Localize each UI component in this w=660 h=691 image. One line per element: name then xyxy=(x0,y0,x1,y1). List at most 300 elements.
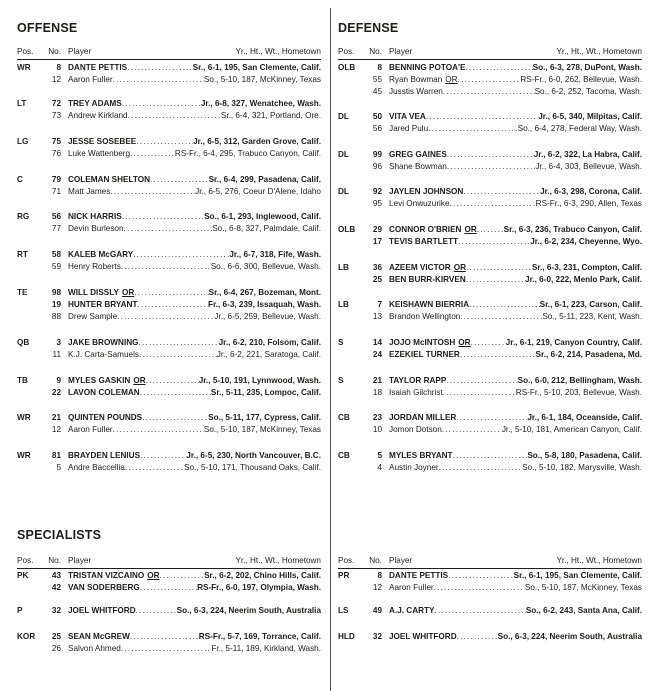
player-entry xyxy=(389,236,642,248)
player-name: WILL DISSLY xyxy=(68,288,119,297)
leader-dots xyxy=(460,311,542,323)
leader-dots xyxy=(471,337,506,349)
jersey-number: 26 xyxy=(51,644,61,653)
player-name: MYLES GASKIN xyxy=(68,376,131,385)
player-entry xyxy=(389,412,642,424)
leader-dots xyxy=(446,375,517,387)
jersey-number: 5 xyxy=(56,463,61,472)
player-row xyxy=(17,287,321,299)
position-label: PR xyxy=(338,571,350,580)
leader-dots xyxy=(457,631,498,643)
player-entry xyxy=(68,148,321,160)
position-label xyxy=(17,424,43,436)
jersey-number: 22 xyxy=(51,388,61,397)
leader-dots xyxy=(447,149,534,161)
jersey-number: 88 xyxy=(51,312,61,321)
player-entry xyxy=(389,387,642,399)
player-row xyxy=(338,86,642,98)
player-details: Sr., 6-4, 267, Bozeman, Mont. xyxy=(208,288,321,297)
player-row xyxy=(338,450,642,462)
player-entry xyxy=(68,62,321,74)
player-entry xyxy=(68,570,321,582)
or-marker: OR xyxy=(458,338,471,347)
position-label: CB xyxy=(338,451,350,460)
player-entry xyxy=(389,224,642,236)
leader-dots xyxy=(146,375,199,387)
jersey-number: 14 xyxy=(372,338,382,347)
position-label: P xyxy=(17,606,23,615)
leader-dots xyxy=(113,74,204,86)
player-row xyxy=(338,337,642,349)
position-label: LB xyxy=(338,263,349,272)
player-row xyxy=(338,74,642,86)
header-details: Yr., Ht., Wt., Hometown xyxy=(235,556,321,565)
jersey-number: 11 xyxy=(52,350,61,359)
jersey-number: 76 xyxy=(51,149,61,158)
player-row xyxy=(338,631,642,643)
position-label: TE xyxy=(17,288,28,297)
player-entry xyxy=(389,570,642,582)
leader-dots xyxy=(140,450,186,462)
position-label xyxy=(17,186,43,198)
leader-dots xyxy=(448,570,514,582)
header-pos: Pos. xyxy=(338,47,355,56)
header-player: Player xyxy=(389,47,413,56)
player-row xyxy=(338,299,642,311)
player-details: RS-Fr., 6-4, 295, Trabuco Canyon, Calif. xyxy=(174,149,321,158)
jersey-number: 12 xyxy=(51,425,61,434)
jersey-number: 8 xyxy=(56,63,61,72)
position-group xyxy=(17,98,321,122)
leader-dots xyxy=(458,236,530,248)
position-label: TB xyxy=(17,376,28,385)
player-details: Sr., 6-3, 231, Compton, Calif. xyxy=(531,263,642,272)
specialists-right-header-row xyxy=(338,556,642,568)
player-details: Fr., 5-11, 189, Kirkland, Wash. xyxy=(211,644,321,653)
column-divider xyxy=(330,8,331,691)
player-details: RS-Fr., 5-10, 203, Bellevue, Wash. xyxy=(515,388,642,397)
player-details: So., 5-10, 182, Marysville, Wash. xyxy=(522,463,642,472)
jersey-number: 23 xyxy=(372,413,382,422)
leader-dots xyxy=(443,387,516,399)
player-entry xyxy=(68,110,321,122)
leader-dots xyxy=(450,198,536,210)
player-row xyxy=(338,582,642,594)
player-details: Sr., 5-11, 235, Lompoc, Calif. xyxy=(210,388,321,397)
jersey-number: 7 xyxy=(377,300,382,309)
jersey-number: 95 xyxy=(372,199,382,208)
position-label xyxy=(338,161,364,173)
player-details: So., 5-10, 187, McKinney, Texas xyxy=(524,583,642,592)
leader-dots xyxy=(442,424,502,436)
leader-dots xyxy=(142,412,208,424)
player-name: JOEL WHITFORD xyxy=(389,632,457,641)
position-group xyxy=(17,62,321,86)
player-row xyxy=(17,424,321,436)
header-pos: Pos. xyxy=(338,556,355,565)
player-name: Levi Onwuzurike xyxy=(389,199,450,208)
offense-header-row xyxy=(17,47,321,59)
player-details: Jr., 5-10, 181, American Canyon, Calif. xyxy=(501,425,642,434)
player-row xyxy=(338,161,642,173)
leader-dots xyxy=(139,337,219,349)
position-group xyxy=(17,249,321,273)
position-label xyxy=(17,299,43,311)
player-entry xyxy=(68,261,321,273)
player-name: DANTE PETTIS xyxy=(389,571,449,580)
player-row xyxy=(17,643,321,655)
position-group xyxy=(17,174,321,198)
player-name: TEVIS BARTLETT xyxy=(389,237,459,246)
player-name: TREY ADAMS xyxy=(68,99,122,108)
position-label: QB xyxy=(17,338,30,347)
player-row xyxy=(17,211,321,223)
player-name: Aaron Fuller xyxy=(68,425,113,434)
player-details: Jr., 5-10, 191, Lynnwood, Wash. xyxy=(198,376,321,385)
jersey-number: 43 xyxy=(51,571,61,580)
position-label: DL xyxy=(338,150,349,159)
player-entry xyxy=(68,74,321,86)
leader-dots xyxy=(130,148,175,160)
player-entry xyxy=(389,299,642,311)
player-entry xyxy=(68,412,321,424)
player-entry xyxy=(389,74,642,86)
player-name: MYLES BRYANT xyxy=(389,451,453,460)
player-name: BEN BURR-KIRVEN xyxy=(389,275,466,284)
position-label: LG xyxy=(17,137,29,146)
jersey-number: 17 xyxy=(372,237,382,246)
position-label xyxy=(17,387,43,399)
leader-dots xyxy=(136,136,193,148)
player-details: So., 6-3, 224, Neerim South, Australia xyxy=(176,606,321,615)
leader-dots xyxy=(150,174,209,186)
leader-dots xyxy=(136,605,177,617)
position-label xyxy=(17,148,43,160)
leader-dots xyxy=(137,299,208,311)
leader-dots xyxy=(121,643,212,655)
player-entry xyxy=(68,605,321,617)
leader-dots xyxy=(160,570,205,582)
player-name: Devin Burleson xyxy=(68,224,124,233)
player-entry xyxy=(68,136,321,148)
position-label xyxy=(338,387,364,399)
position-group xyxy=(338,149,642,173)
position-group xyxy=(17,412,321,436)
jersey-number: 92 xyxy=(372,187,382,196)
jersey-number: 73 xyxy=(51,111,61,120)
or-marker: OR xyxy=(453,263,466,272)
leader-dots xyxy=(466,274,525,286)
leader-dots xyxy=(122,98,201,110)
player-name: Jared Pulu xyxy=(389,124,429,133)
player-name: Ryan Bowman xyxy=(389,75,443,84)
position-group xyxy=(17,570,321,594)
player-row xyxy=(17,136,321,148)
specialists-left-header-row xyxy=(17,556,321,568)
position-label xyxy=(338,86,364,98)
player-name: GREG GAINES xyxy=(389,150,447,159)
leader-dots xyxy=(117,311,214,323)
player-details: RS-Fr., 6-3, 290, Allen, Texas xyxy=(535,199,642,208)
jersey-number: 3 xyxy=(56,338,61,347)
leader-dots xyxy=(140,387,211,399)
jersey-number: 5 xyxy=(377,451,382,460)
player-details: So., 5-10, 187, McKinney, Texas xyxy=(203,75,321,84)
player-row xyxy=(17,98,321,110)
position-label xyxy=(17,582,43,594)
player-name: JAYLEN JOHNSON xyxy=(389,187,464,196)
header-details: Yr., Ht., Wt., Hometown xyxy=(556,47,642,56)
player-row xyxy=(17,450,321,462)
player-row xyxy=(338,123,642,135)
player-name: JOJO McINTOSH xyxy=(389,338,456,347)
leader-dots xyxy=(447,161,536,173)
position-label: WR xyxy=(17,451,31,460)
player-details: Jr., 6-2, 322, La Habra, Calif. xyxy=(533,150,642,159)
player-details: So., 5-8, 180, Pasadena, Calif. xyxy=(527,451,642,460)
leader-dots xyxy=(127,62,193,74)
defense-header-row xyxy=(338,47,642,59)
player-name: Jomon Dotson xyxy=(389,425,442,434)
player-name: CONNOR O'BRIEN xyxy=(389,225,462,234)
jersey-number: 21 xyxy=(372,376,382,385)
player-entry xyxy=(389,582,642,594)
position-group xyxy=(338,605,642,617)
player-entry xyxy=(389,186,642,198)
position-label: LS xyxy=(338,606,349,615)
player-details: So., 5-10, 187, McKinney, Texas xyxy=(203,425,321,434)
player-entry xyxy=(389,149,642,161)
jersey-number: 96 xyxy=(372,162,382,171)
player-details: Jr., 6-0, 222, Menlo Park, Calif. xyxy=(525,275,642,284)
player-name: Jusstis Warren xyxy=(389,87,443,96)
position-group xyxy=(17,631,321,655)
player-entry xyxy=(389,62,642,74)
player-entry xyxy=(389,450,642,462)
position-label: WR xyxy=(17,63,31,72)
position-label xyxy=(338,349,364,361)
player-name: TRISTAN VIZCAINO xyxy=(68,571,145,580)
position-group xyxy=(338,375,642,399)
jersey-number: 49 xyxy=(372,606,382,615)
leader-dots xyxy=(435,605,526,617)
player-name: Shane Bowman xyxy=(389,162,447,171)
position-label xyxy=(17,462,43,474)
header-no: No. xyxy=(48,47,61,56)
player-name: Luke Wattenberg xyxy=(68,149,131,158)
defense-title: DEFENSE xyxy=(338,21,399,35)
player-row xyxy=(338,274,642,286)
leader-dots xyxy=(469,299,540,311)
player-name: Henry Roberts xyxy=(68,262,121,271)
player-row xyxy=(338,186,642,198)
player-entry xyxy=(68,582,321,594)
player-details: Jr., 6-8, 327, Wenatchee, Wash. xyxy=(200,99,321,108)
jersey-number: 75 xyxy=(51,137,61,146)
player-details: So., 6-4, 278, Federal Way, Wash. xyxy=(517,124,642,133)
player-details: Jr., 6-1, 219, Canyon Country, Calif. xyxy=(505,338,642,347)
player-row xyxy=(17,582,321,594)
player-entry xyxy=(389,161,642,173)
jersey-number: 29 xyxy=(372,225,382,234)
position-group xyxy=(338,337,642,361)
leader-dots xyxy=(124,223,213,235)
player-entry xyxy=(389,311,642,323)
player-entry xyxy=(68,186,321,198)
position-label: CB xyxy=(338,413,350,422)
position-label: HLD xyxy=(338,632,355,641)
position-group xyxy=(338,62,642,98)
player-row xyxy=(17,110,321,122)
jersey-number: 56 xyxy=(372,124,382,133)
position-group xyxy=(338,224,642,248)
player-name: KALEB McGARY xyxy=(68,250,134,259)
player-row xyxy=(338,62,642,74)
position-group xyxy=(17,211,321,235)
player-entry xyxy=(68,249,321,261)
player-entry xyxy=(68,375,321,387)
header-player: Player xyxy=(68,556,92,565)
position-label: PK xyxy=(17,571,29,580)
position-label xyxy=(338,198,364,210)
jersey-number: 32 xyxy=(372,632,382,641)
header-no: No. xyxy=(48,556,61,565)
position-label xyxy=(17,349,43,361)
player-entry xyxy=(68,98,321,110)
player-entry xyxy=(389,349,642,361)
player-details: RS-Fr., 5-7, 169, Torrance, Calif. xyxy=(198,632,321,641)
player-name: Drew Sample xyxy=(68,312,118,321)
jersey-number: 55 xyxy=(372,75,382,84)
player-name: Andrew Kirkland xyxy=(68,111,128,120)
player-entry xyxy=(68,287,321,299)
player-entry xyxy=(389,631,642,643)
jersey-number: 56 xyxy=(51,212,61,221)
leader-dots xyxy=(428,123,517,135)
player-name: Austin Joyner xyxy=(389,463,439,472)
player-entry xyxy=(68,223,321,235)
player-name: A.J. CARTY xyxy=(389,606,435,615)
player-details: So., 5-10, 171, Thousand Oaks, Calif. xyxy=(184,463,321,472)
position-group xyxy=(17,450,321,474)
position-label: C xyxy=(17,175,23,184)
player-details: Jr., 6-7, 318, Fife, Wash. xyxy=(229,250,321,259)
jersey-number: 21 xyxy=(51,413,61,422)
player-row xyxy=(17,375,321,387)
position-group xyxy=(17,605,321,617)
jersey-number: 58 xyxy=(51,250,61,259)
position-group xyxy=(338,450,642,474)
jersey-number: 12 xyxy=(51,75,61,84)
jersey-number: 25 xyxy=(51,632,61,641)
player-name: Brandon Wellington xyxy=(389,312,461,321)
jersey-number: 10 xyxy=(372,425,382,434)
player-name: Aaron Fuller xyxy=(389,583,434,592)
player-name: K.J. Carta-Samuels xyxy=(68,350,139,359)
position-label xyxy=(338,123,364,135)
player-name: JESSE SOSEBEE xyxy=(68,137,137,146)
or-marker: OR xyxy=(464,225,477,234)
player-details: RS-Fr., 6-0, 262, Bellevue, Wash. xyxy=(520,75,642,84)
player-row xyxy=(17,570,321,582)
position-label xyxy=(338,582,364,594)
player-row xyxy=(338,462,642,474)
jersey-number: 18 xyxy=(372,388,382,397)
offense-title: OFFENSE xyxy=(17,21,78,35)
position-group xyxy=(338,570,642,594)
leader-dots xyxy=(125,462,184,474)
player-details: Jr., 6-2, 221, Saratoga, Calif. xyxy=(216,350,321,359)
player-row xyxy=(17,337,321,349)
player-entry xyxy=(389,337,642,349)
header-no: No. xyxy=(369,47,382,56)
player-details: Jr., 6-3, 298, Corona, Calif. xyxy=(540,187,642,196)
player-details: Sr., 6-4, 299, Pasadena, Calif. xyxy=(208,175,321,184)
jersey-number: 79 xyxy=(51,175,61,184)
header-player: Player xyxy=(68,47,92,56)
player-details: So., 6-3, 278, DuPont, Wash. xyxy=(532,63,642,72)
player-name: VAN SODERBERG xyxy=(68,583,140,592)
player-row xyxy=(17,249,321,261)
jersey-number: 42 xyxy=(51,583,61,592)
jersey-number: 8 xyxy=(377,63,382,72)
offense-header-rule xyxy=(17,59,321,60)
player-name: Aaron Fuller xyxy=(68,75,113,84)
leader-dots xyxy=(139,349,217,361)
position-label: S xyxy=(338,376,344,385)
player-details: Jr., 6-1, 184, Oceanside, Calif. xyxy=(527,413,642,422)
jersey-number: 36 xyxy=(372,263,382,272)
leader-dots xyxy=(466,262,532,274)
player-name: BRAYDEN LENIUS xyxy=(68,451,141,460)
player-details: Sr., 6-2, 214, Pasadena, Md. xyxy=(535,350,642,359)
player-entry xyxy=(389,86,642,98)
player-name: JOEL WHITFORD xyxy=(68,606,136,615)
player-entry xyxy=(68,299,321,311)
position-label xyxy=(17,311,43,323)
player-entry xyxy=(389,424,642,436)
player-row xyxy=(338,111,642,123)
position-label: KOR xyxy=(17,632,36,641)
player-entry xyxy=(389,198,642,210)
leader-dots xyxy=(439,462,523,474)
player-details: Jr., 6-2, 234, Cheyenne, Wyo. xyxy=(530,237,642,246)
position-label xyxy=(17,110,43,122)
position-group xyxy=(338,111,642,135)
player-row xyxy=(17,605,321,617)
player-details: Sr., 6-3, 236, Trabuco Canyon, Calif. xyxy=(503,225,642,234)
player-details: So., 6-8, 327, Palmdale, Calif. xyxy=(212,224,321,233)
player-row xyxy=(338,224,642,236)
leader-dots xyxy=(110,186,195,198)
player-details: Jr., 6-5, 276, Coeur D'Alene, Idaho xyxy=(195,187,321,196)
jersey-number: 4 xyxy=(377,463,382,472)
or-marker: OR xyxy=(133,376,146,385)
position-label xyxy=(17,223,43,235)
or-marker: OR xyxy=(147,571,160,580)
position-label xyxy=(17,74,43,86)
player-details: Jr., 6-4, 303, Bellevue, Wash. xyxy=(535,162,642,171)
player-name: QUINTEN POUNDS xyxy=(68,413,143,422)
player-entry xyxy=(68,631,321,643)
leader-dots xyxy=(121,261,211,273)
jersey-number: 13 xyxy=(372,312,382,321)
position-label xyxy=(17,261,43,273)
player-name: JAKE BROWNING xyxy=(68,338,139,347)
or-marker: OR xyxy=(121,288,135,297)
position-label xyxy=(338,311,364,323)
jersey-number: 77 xyxy=(51,224,61,233)
